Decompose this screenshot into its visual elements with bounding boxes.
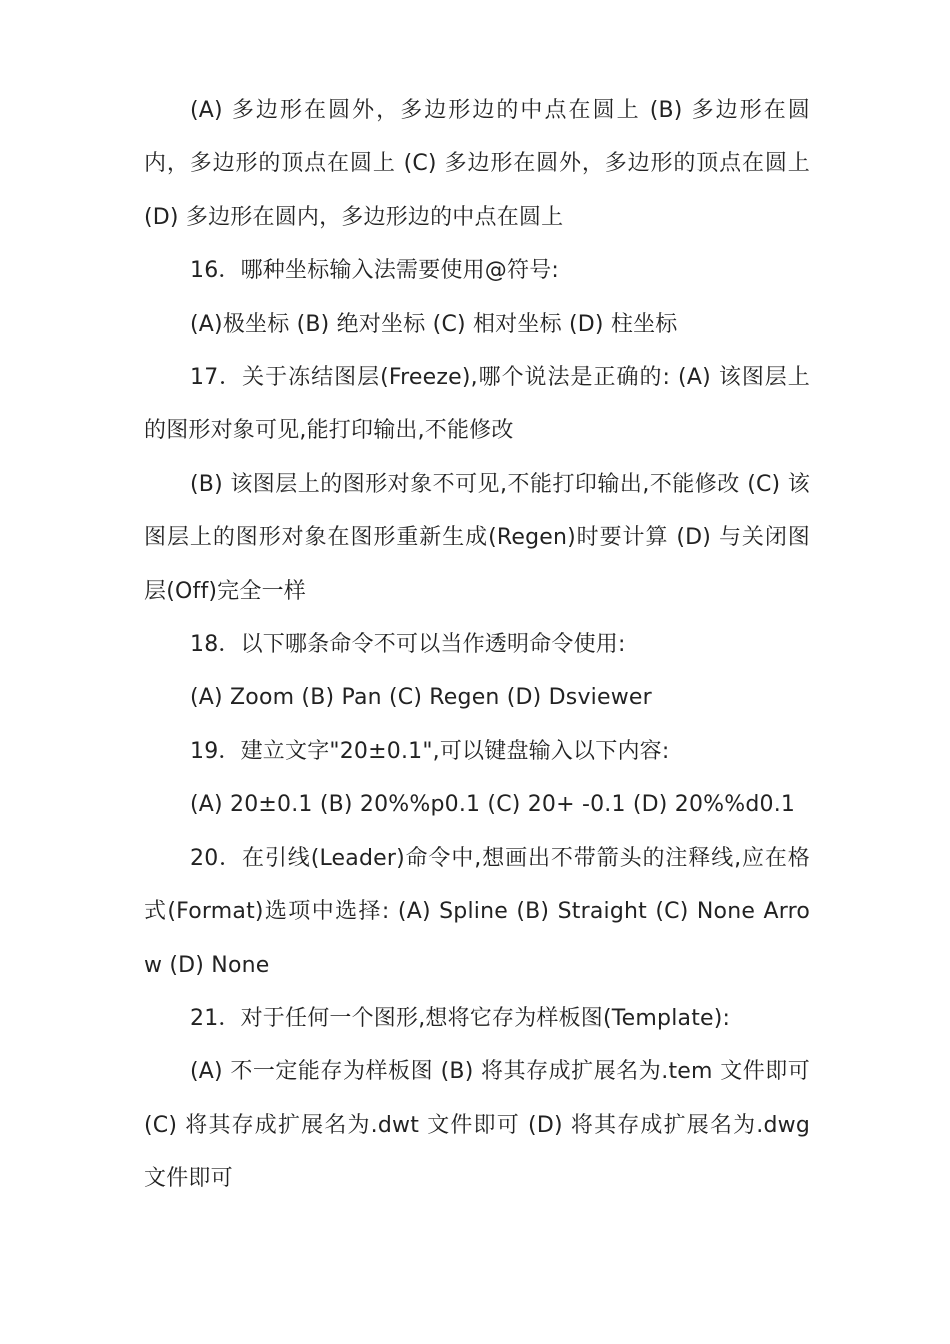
paragraph-question-17: 17．关于冻结图层(Freeze),哪个说法是正确的: (A) 该图层上的图形对象可见,能打印输出,不能修改 xyxy=(144,365,810,444)
paragraph-options-18: (A) Zoom (B) Pan (C) Regen (D) Dsviewer xyxy=(190,685,652,711)
paragraph-options-21: (A) 不一定能存为样板图 (B) 将其存成扩展名为.tem 文件即可 (C) 将其存成扩展名为.dwt 文件即可 (D) 将其存成扩展名为.dwg 文件即可 xyxy=(144,1059,810,1192)
paragraph-options-16: (A)极坐标 (B) 绝对坐标 (C) 相对坐标 (D) 柱坐标 xyxy=(190,311,678,337)
paragraph-question-21: 21．对于任何一个图形,想将它存为样板图(Template): xyxy=(190,1005,731,1031)
paragraph-question-16: 16．哪种坐标输入法需要使用@符号: xyxy=(190,258,560,284)
paragraph-options-19: (A) 20±0.1 (B) 20%%p0.1 (C) 20+ -0.1 (D) 20%%d0.1 xyxy=(190,792,796,818)
paragraph-option-list-15: (A) 多边形在圆外，多边形边的中点在圆上 (B) 多边形在圆内，多边形的顶点在圆上 (C) 多边形在圆外，多边形的顶点在圆上 (D) 多边形在圆内，多边形边的中点在圆上 xyxy=(144,98,810,230)
paragraph-question-20: 20．在引线(Leader)命令中,想画出不带箭头的注释线,应在格式(Format)选项中选择: (A) Spline (B) Straight (C) None Arrow (D) None xyxy=(144,845,810,978)
document-page xyxy=(144,84,810,1206)
paragraph-question-18: 18．以下哪条命令不可以当作透明命令使用: xyxy=(190,632,626,658)
paragraph-options-17: (B) 该图层上的图形对象不可见,不能打印输出,不能修改 (C) 该图层上的图形对象在图形重新生成(Regen)时要计算 (D) 与关闭图层(Off)完全一样 xyxy=(144,471,810,604)
paragraph-question-19: 19．建立文字"20±0.1",可以键盘输入以下内容: xyxy=(190,738,670,764)
